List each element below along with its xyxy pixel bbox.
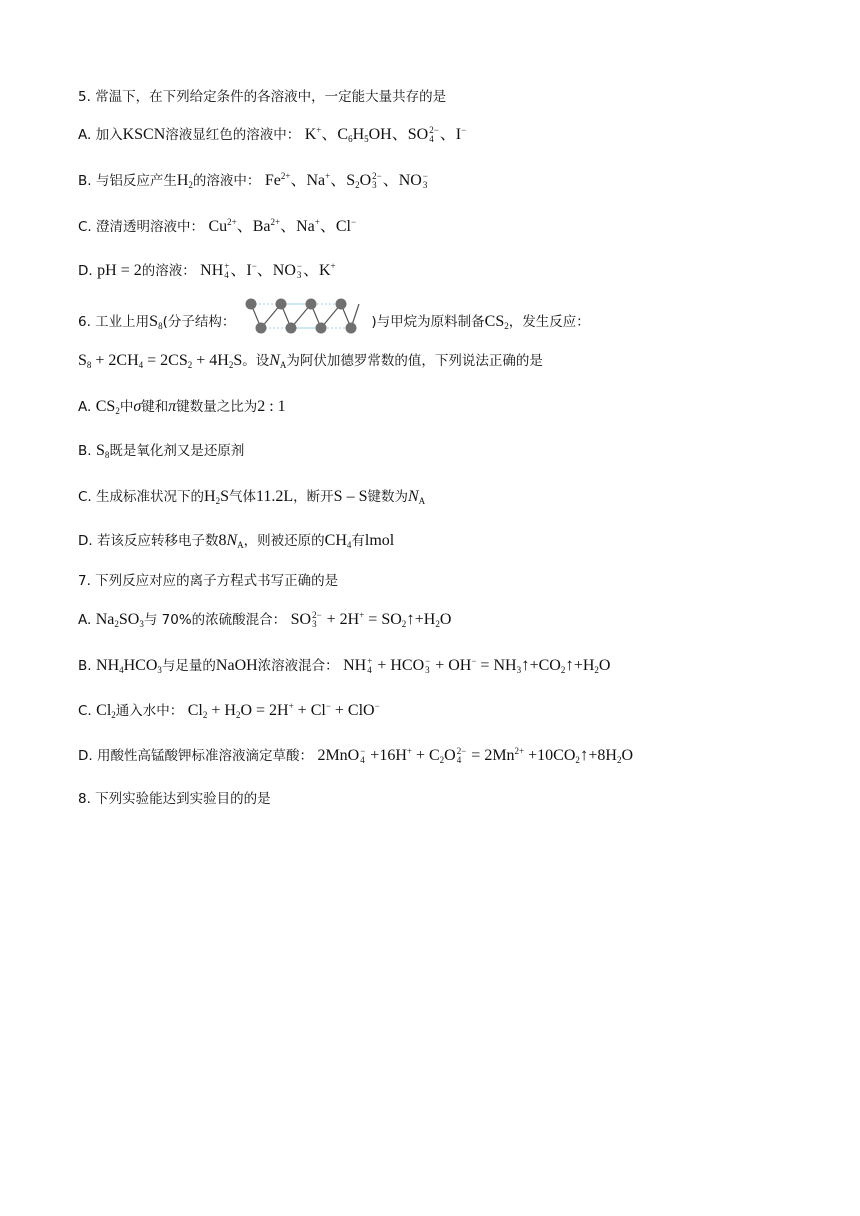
q6-stem: 6. 工业上用$S_8$(分子结构： )与甲烷为原料制备$CS_2$，发生反应： (78, 306, 590, 338)
q7-c-equation: $Cl_2 + H_2O = 2H^+ + Cl^- + ClO^-$ (187, 701, 380, 720)
q6-equation: $S_8 + 2CH_4 = 2CS_2 + 4H_2S$。设$N_A$为阿伏加德罗常数的值，下列说法正确的是 (78, 352, 543, 370)
q5-d-ions: NH + 4 、I−、NO − 3 、K+ (200, 261, 336, 281)
q5-stem: 5. 常温下，在下列给定条件的各溶液中，一定能大量共存的是 (78, 89, 447, 105)
q7-a-equation: SO 2− 3 + $2H^+ = SO_2↑+H_2O$ (290, 609, 452, 630)
q6-reaction: $S_8 + 2CH_4 = 2CS_2 + 4H_2S$ (78, 352, 243, 370)
q7-b-equation: NH + 4 + HCO − 3 + $OH^- = NH_3↑+CO_2↑+H_2O$ (343, 655, 611, 676)
q6-option-c: C. 生成标准状况下的$H_2S$气体11.2L，断开S – S键数为$N_A$ (78, 488, 426, 506)
q6-option-b: B. $S_8$既是氧化剂又是还原剂 (78, 442, 245, 460)
q5-c-ions: $Cu^{2+}$、$Ba^{2+}$、Na+、Cl− (208, 217, 357, 235)
q5-a-ions: K+、$C_6H_5OH$、SO 2− 4 、I− (304, 125, 467, 145)
q5-option-d: D. pH = 2的溶液： NH + 4 、I−、NO − 3 、K+ (78, 261, 336, 281)
q8-stem: 8. 下列实验能达到实验目的的是 (78, 791, 271, 807)
q5-option-a: A. 加入KSCN溶液显红色的溶液中： K+、$C_6H_5OH$、SO 2− 4 、I− (78, 125, 467, 145)
s8-molecule-diagram (243, 296, 365, 338)
q7-option-b: B. $NH_4HCO_3$与足量的NaOH浓溶液混合： NH + 4 + HCO − 3 + $OH^- = NH_3↑+CO_2↑+H_2O$ (78, 655, 611, 676)
q7-option-c: C. $Cl_2$通入水中： $Cl_2 + H_2O = 2H^+ + Cl^- + ClO^-$ (78, 701, 380, 720)
q6-option-d: D. 若该反应转移电子数$8N_A$，则被还原的$CH_4$有lmol (78, 532, 395, 550)
q5-option-b: B. 与铝反应产生$H_2$的溶液中： $Fe^{2+}$、Na+、$S_2O$ 2− 3 、NO − 3 (78, 171, 428, 191)
q7-option-a: A. $Na_2SO_3$与 70%的浓硫酸混合： SO 2− 3 + $2H^+ = SO_2↑+H_2O$ (78, 609, 452, 630)
q6-option-a: A. $CS_2$中σ键和π键数量之比为2 : 1 (78, 398, 286, 416)
q5-option-c: C. 澄清透明溶液中： $Cu^{2+}$、$Ba^{2+}$、Na+、Cl− (78, 217, 357, 235)
q5-b-ions: $Fe^{2+}$、Na+、$S_2O$ 2− 3 、NO − 3 (264, 171, 428, 191)
q7-option-d: D. 用酸性高锰酸钾标准溶液滴定草酸： 2MnO − 4 $+16H^+ + C_2O$ 2− 4 = $2Mn^{2+}$ $+10CO_2↑+8H_2O$ (78, 745, 634, 766)
q7-stem: 7. 下列反应对应的离子方程式书写正确的是 (78, 573, 339, 589)
q7-d-equation: 2MnO − 4 $+16H^+ + C_2O$ 2− 4 = $2Mn^{2+}$ $+10CO_2↑+8H_2O$ (317, 745, 634, 766)
